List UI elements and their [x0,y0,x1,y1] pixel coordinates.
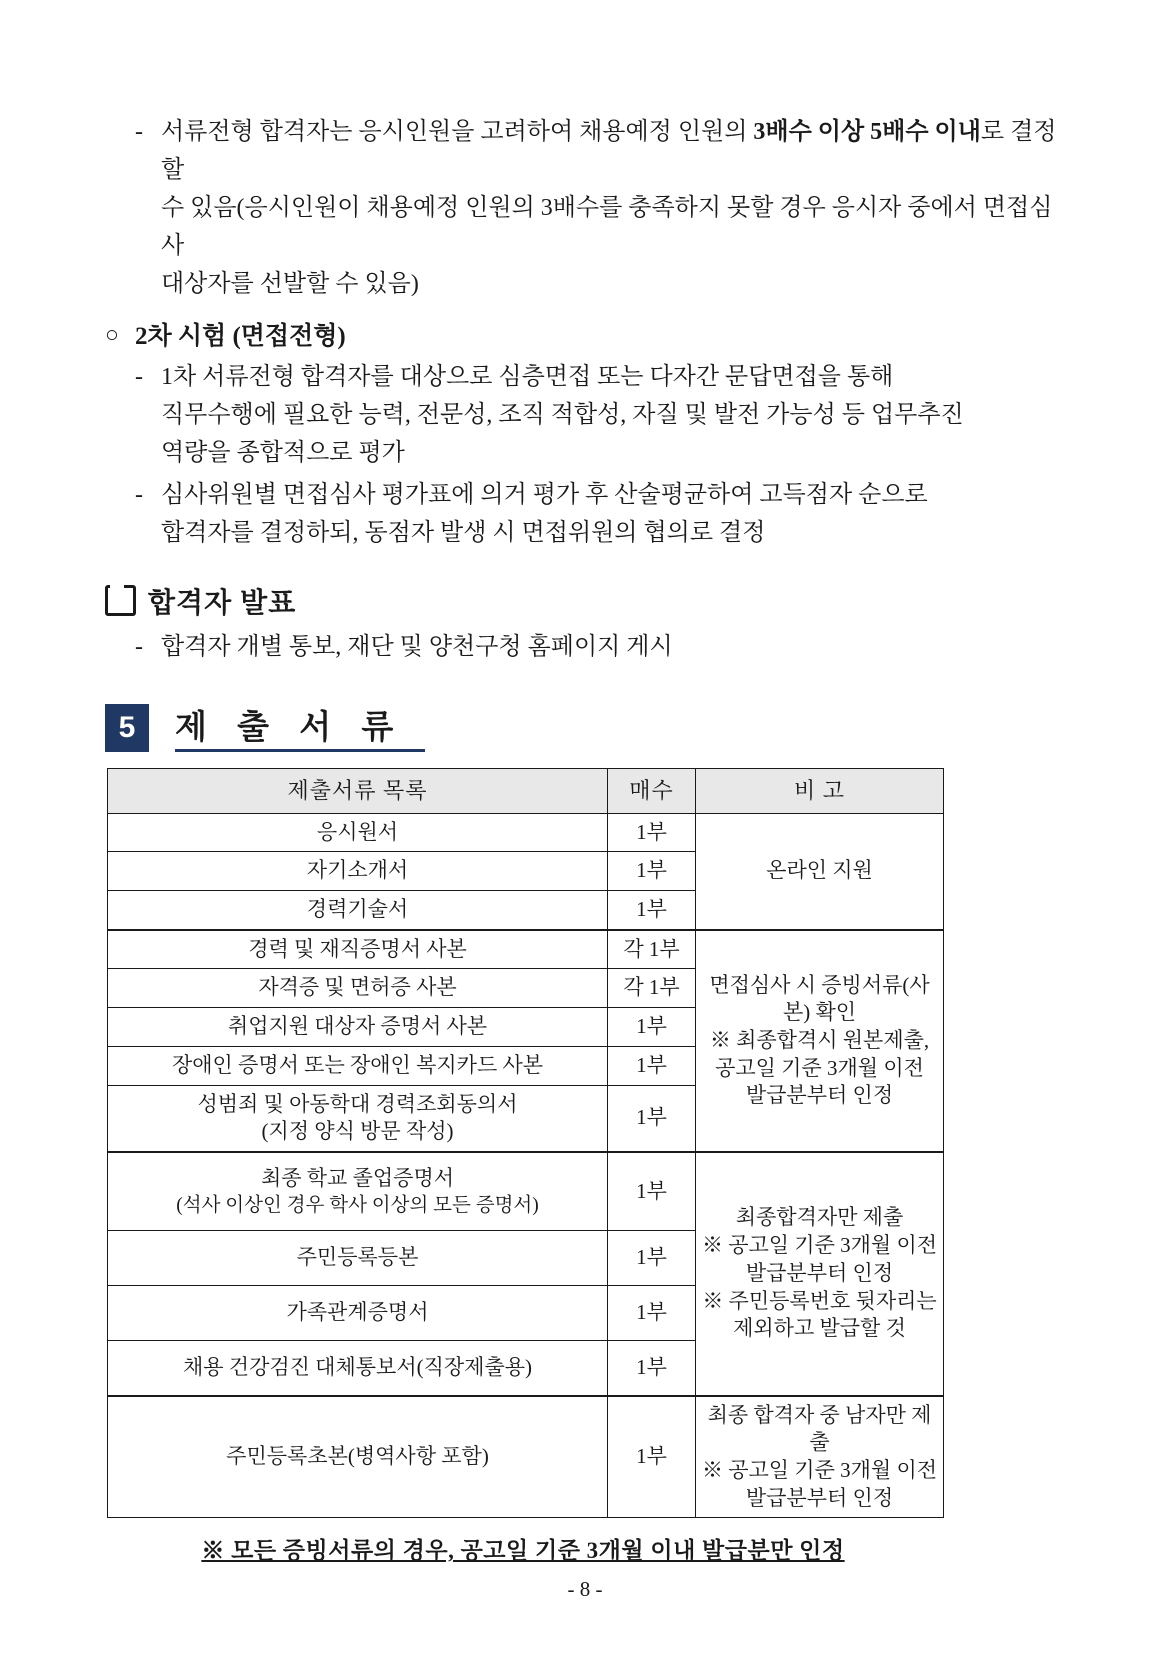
cell-document: 주민등록초본(병역사항 포함) [108,1396,608,1518]
section-heading [105,704,1065,752]
remark-line: ※ 최종합격시 원본제출, [709,1027,930,1052]
table-header-row [108,769,944,813]
section-number: 5 [105,704,149,752]
table-header-documents: 제출서류 목록 [108,769,608,813]
remark-line: 공고일 기준 3개월 이전 [715,1055,924,1080]
announcement-heading [105,581,1065,621]
cell-count: 1부 [608,890,696,929]
cell-count: 1부 [608,1046,696,1085]
cell-count: 1부 [608,1008,696,1047]
section-title: 제 출 서 류 [175,709,405,746]
cell-count: 각 1부 [608,930,696,969]
table-row [108,930,944,969]
second-stage-item-1 [105,359,1065,473]
cell-document: 취업지원 대상자 증명서 사본 [108,1008,608,1047]
remark-line: 최종 합격자 중 남자만 제출 [707,1402,932,1455]
remark-line: 발급분부터 인정 [745,1260,894,1285]
bullet-line-3 [135,266,1065,304]
remark-line: ※ 주민등록번호 뒷자리는 [702,1288,937,1313]
cell-document [108,1085,608,1152]
second-stage-heading-text: 2차 시험 (면접전형) [135,322,346,350]
remark-line: 발급분부터 인정 [745,1485,894,1510]
bullet-line-3-text: 역량을 종합적으로 평가 [161,439,405,466]
bullet-text-pre: 서류전형 합격자는 응시인원을 고려하여 채용예정 인원의 [161,119,754,145]
cell-document: 경력 및 재직증명서 사본 [108,930,608,969]
bullet-text-post: 로 결정할 [161,119,1057,183]
bullet-item [135,477,1065,515]
cell-count: 1부 [608,1396,696,1518]
circle-bullet-icon: ○ [105,321,119,347]
cell-document-line: 최종 학교 졸업증명서 [260,1165,455,1190]
cell-document: 응시원서 [108,813,608,852]
remark-line: 제외하고 발급할 것 [733,1316,906,1341]
bullet-text: 1차 서류전형 합격자를 대상으로 심층면접 또는 다자간 문답면접을 통해 [161,364,894,391]
table-header-count: 매수 [608,769,696,813]
dash-mark: - [135,633,143,660]
cell-document-line: 성범죄 및 아동학대 경력조회동의서 [197,1091,518,1116]
remark-line: ※ 공고일 기준 3개월 이전 [701,1458,938,1483]
table-header-remarks: 비 고 [696,769,944,813]
cell-document: 가족관계증명서 [108,1286,608,1341]
dash-mark: - [135,119,143,145]
square-bullet-icon [105,585,136,616]
cell-remark-final [696,1152,944,1396]
cell-document: 자기소개서 [108,852,608,891]
table-row [108,813,944,852]
bullet-text [161,114,1065,190]
cell-count: 1부 [608,1340,696,1395]
bullet-line-3-text: 대상자를 선발할 수 있음) [161,270,419,297]
cell-count: 1부 [608,1085,696,1152]
second-stage-heading [105,318,1065,356]
cell-document: 주민등록등본 [108,1231,608,1286]
bullet-line-2 [135,515,1065,553]
bullet-line-2 [135,190,1065,266]
first-bullet-block [105,114,1065,304]
cell-count: 1부 [608,1286,696,1341]
cell-count: 각 1부 [608,969,696,1008]
cell-remark-online: 온라인 지원 [696,813,944,930]
page-number: - 8 - [567,1577,603,1601]
cell-count: 1부 [608,1231,696,1286]
bullet-text: 합격자 개별 통보, 재단 및 양천구청 홈페이지 게시 [161,633,673,660]
cell-document [108,1152,608,1231]
bullet-item [135,629,1065,667]
announcement-items [105,629,1065,667]
bullet-line-3 [135,435,1065,473]
cell-document-line: (석사 이상인 경우 학사 이상의 모든 증명서) [176,1194,539,1216]
bullet-line-2-text: 합격자를 결정하되, 동점자 발생 시 면접위원의 협의로 결정 [161,519,766,546]
remark-line: 발급분부터 인정 [745,1083,894,1108]
bullet-line-2-text: 수 있음(응시인원이 채용예정 인원의 3배수를 충족하지 못할 경우 응시자 중에서 면접심사 [161,194,1053,259]
table-row [108,1396,944,1518]
announcement-heading-text: 합격자 발표 [148,587,297,619]
cell-document: 장애인 증명서 또는 장애인 복지카드 사본 [108,1046,608,1085]
cell-count: 1부 [608,1152,696,1231]
bullet-line-2 [135,397,1065,435]
second-stage-item-2 [105,477,1065,553]
cell-document: 경력기술서 [108,890,608,929]
remark-line: ※ 공고일 기준 3개월 이전 [701,1233,938,1258]
bullet-text: 심사위원별 면접심사 평가표에 의거 평가 후 산술평균하여 고득점자 순으로 [161,481,928,508]
bullet-line-2-text: 직무수행에 필요한 능력, 전문성, 조직 적합성, 자질 및 발전 가능성 등 업무추진 [161,401,964,428]
dash-mark: - [135,364,143,391]
bullet-text-bold: 3배수 이상 5배수 이내 [753,119,981,145]
cell-document: 자격증 및 면허증 사본 [108,969,608,1008]
bullet-item [135,359,1065,397]
cell-count: 1부 [608,813,696,852]
cell-remark-interview [696,930,944,1152]
section-title-underline [175,710,425,753]
remark-line: 면접심사 시 증빙서류(사본) 확인 [709,972,930,1025]
cell-document-line: (지정 양식 방문 작성) [261,1119,454,1144]
cell-count: 1부 [608,852,696,891]
cell-document: 채용 건강검진 대체통보서(직장제출용) [108,1340,608,1395]
dash-mark: - [135,481,143,508]
bullet-item [135,114,1065,190]
documents-table [107,768,944,1518]
cell-remark-male [696,1396,944,1518]
remark-line: 최종합격자만 제출 [735,1205,904,1230]
table-row [108,1152,944,1231]
table-footnote: ※ 모든 증빙서류의 경우, 공고일 기준 3개월 이내 발급분만 인정 [201,1538,845,1564]
